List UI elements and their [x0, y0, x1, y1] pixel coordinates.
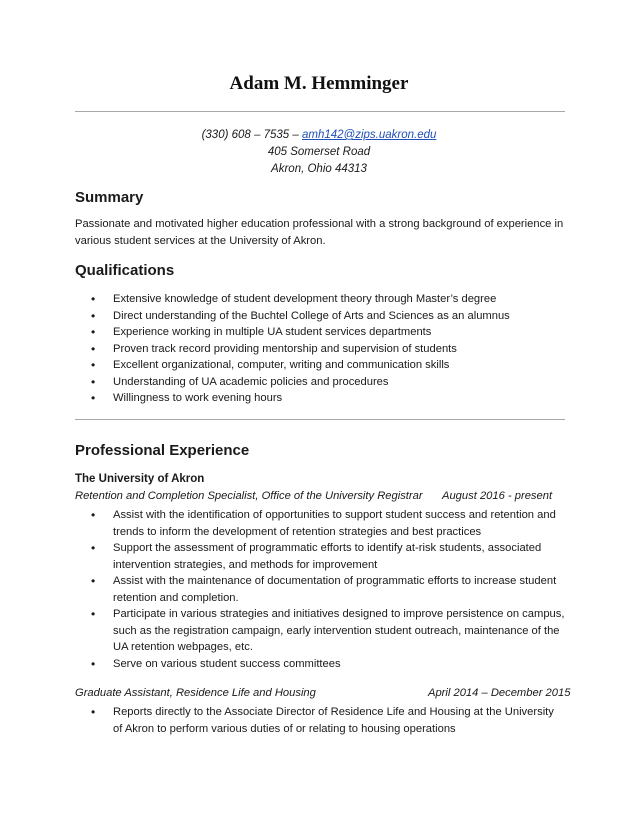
duty-item: • Support the assessment of programmatic efforts to identify at-risk students, associated intervention strategies, and methods for improvement [75, 540, 565, 573]
email-link[interactable]: amh142@zips.uakron.edu [301, 129, 437, 141]
phone-number: (330) 608 – 7535 – [201, 129, 302, 141]
experience-heading: Professional Experience [75, 442, 250, 459]
duties-list [75, 704, 565, 737]
duty-item: • Assist with the maintenance of documentation of programmatic efforts to increase student retention and completion. [75, 573, 565, 606]
duty-item: • Assist with the identification of opportunities to support student success and retention and trends to inform the development of retention strategies and best practices [75, 507, 565, 540]
position-title-text: Retention and Completion Specialist, Office of the University Registrar [75, 490, 423, 502]
address-line-1: 405 Somerset Road [267, 146, 371, 158]
position-dates: August 2016 - present [442, 490, 553, 502]
qualifications-divider [75, 419, 565, 420]
qualification-item: • Proven track record providing mentorship and supervision of students [75, 341, 565, 358]
qualifications-list [75, 291, 565, 407]
header-divider [75, 111, 565, 112]
position-title-text: Graduate Assistant, Residence Life and Housing [75, 687, 316, 699]
duties-list [75, 507, 565, 672]
summary-text: Passionate and motivated higher education professional with a strong background of experience in various student services at the University of Akron. [75, 218, 564, 247]
resume-name: Adam M. Hemminger [229, 73, 409, 94]
address-line-2: Akron, Ohio 44313 [271, 163, 367, 175]
position-dates: April 2014 – December 2015 [428, 687, 571, 699]
organization-name: The University of Akron [75, 473, 205, 485]
qualification-item: • Direct understanding of the Buchtel College of Arts and Sciences as an alumnus [75, 308, 565, 325]
qualification-item: • Understanding of UA academic policies and procedures [75, 374, 565, 391]
summary-heading: Summary [75, 189, 144, 206]
qualification-item: • Extensive knowledge of student development theory through Master’s degree [75, 291, 565, 308]
duty-item: • Participate in various strategies and initiatives designed to improve persistence on campus, such as the registration campaign, early intervention student outreach, maintenance of the UA retention webpages, etc. [75, 606, 565, 656]
duty-item: • Reports directly to the Associate Director of Residence Life and Housing at the University of Akron to perform various duties of or relating to housing operations [75, 704, 565, 737]
qualification-item: • Excellent organizational, computer, writing and communication skills [75, 357, 565, 374]
duty-item: • Serve on various student success committees [75, 656, 565, 673]
position-title [75, 490, 565, 502]
qualification-item: • Willingness to work evening hours [75, 390, 565, 407]
position-title [75, 687, 571, 699]
qualification-item: • Experience working in multiple UA student services departments [75, 324, 565, 341]
contact-line [0, 129, 638, 141]
qualifications-heading: Qualifications [75, 262, 175, 279]
